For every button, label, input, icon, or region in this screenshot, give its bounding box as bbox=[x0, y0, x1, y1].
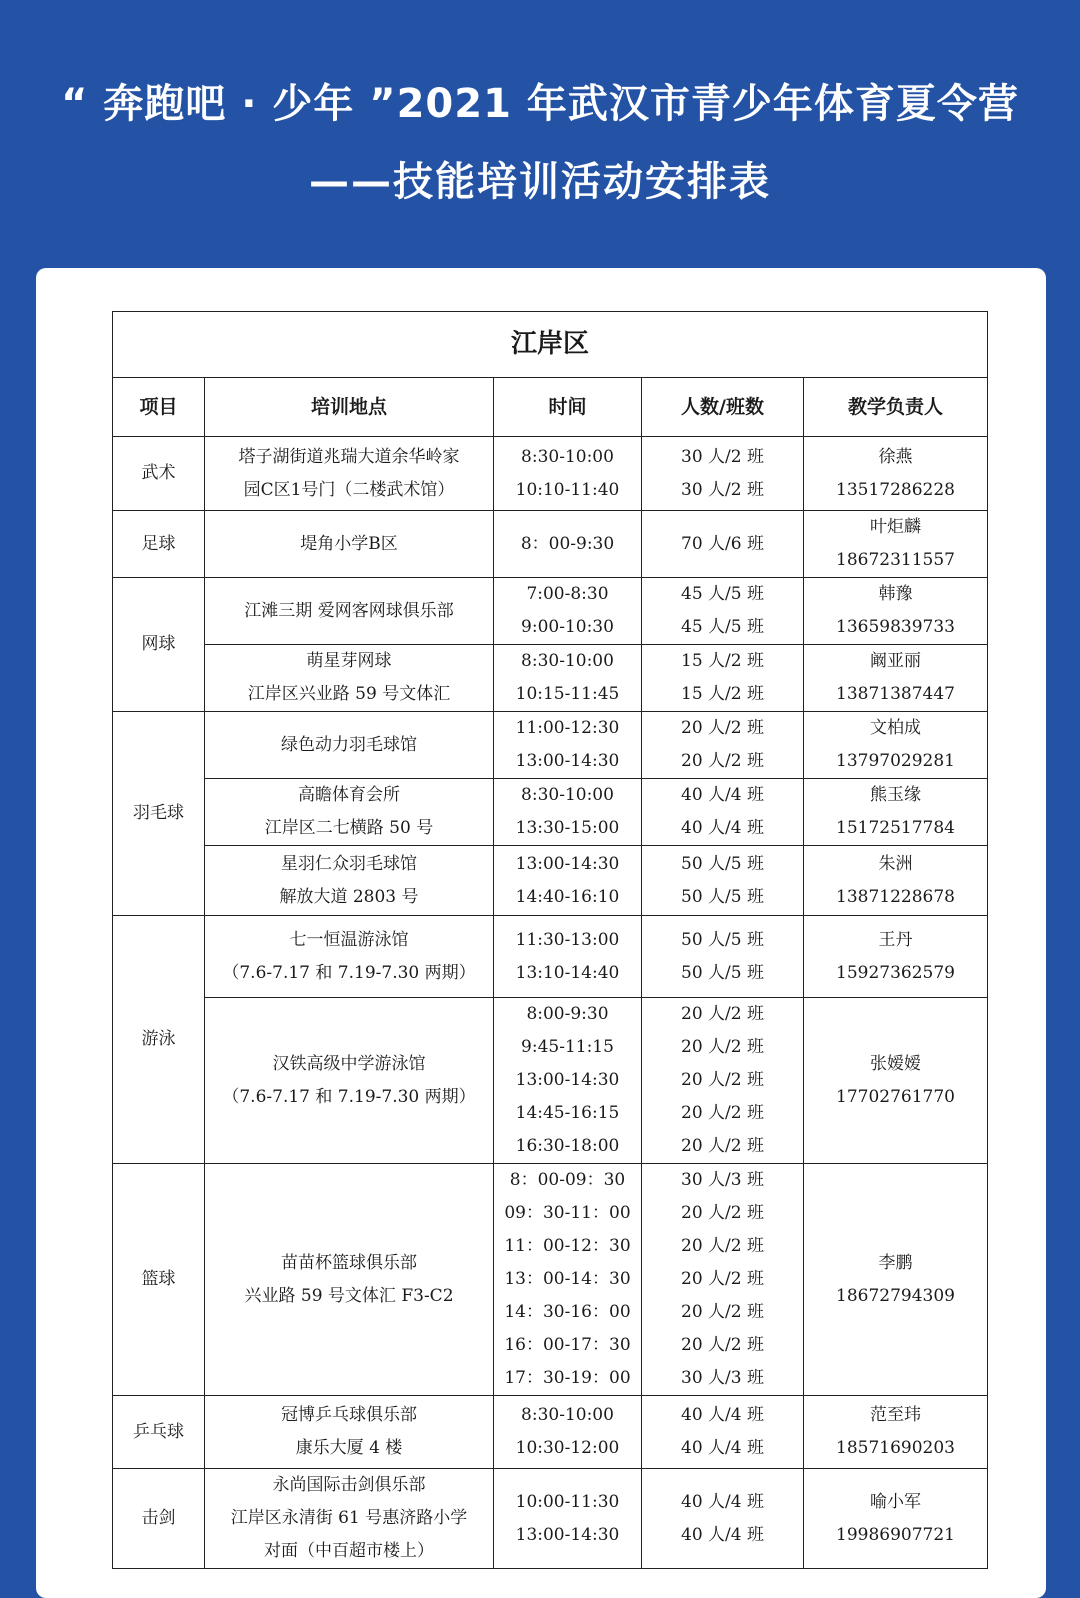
location-cell-line: 汉铁高级中学游泳馆 bbox=[272, 1053, 426, 1074]
count-cell-line: 20 人/2 班 bbox=[681, 1103, 764, 1123]
contact-cell bbox=[804, 645, 988, 712]
time-cell-line: 7:00-8:30 bbox=[526, 584, 609, 604]
location-cell-line: 堤角小学B区 bbox=[300, 533, 398, 554]
column-header: 时间 bbox=[494, 378, 642, 437]
location-cell bbox=[205, 578, 494, 645]
time-cell-line: 8:30-10:00 bbox=[521, 785, 614, 805]
time-cell-line: 9:45-11:15 bbox=[521, 1037, 614, 1057]
count-cell-line: 50 人/5 班 bbox=[681, 853, 764, 874]
column-header-row bbox=[113, 378, 988, 437]
location-cell-line: 冠博乒乓球俱乐部 bbox=[281, 1405, 417, 1425]
location-cell-line: 解放大道 2803 号 bbox=[279, 886, 419, 907]
table-body bbox=[113, 437, 988, 1569]
district-heading: 江岸区 bbox=[113, 312, 988, 378]
contact-phone: 15172517784 bbox=[836, 818, 955, 838]
contact-name: 喻小军 bbox=[870, 1491, 922, 1512]
sport-cell: 羽毛球 bbox=[113, 712, 205, 916]
count-cell-line: 70 人/6 班 bbox=[681, 533, 764, 554]
count-cell-line: 15 人/2 班 bbox=[681, 684, 764, 704]
count-cell bbox=[642, 1164, 804, 1396]
count-cell bbox=[642, 511, 804, 578]
time-cell-line: 13:10-14:40 bbox=[515, 962, 620, 983]
contact-name: 朱洲 bbox=[878, 853, 913, 874]
location-cell-line: 高瞻体育会所 bbox=[298, 785, 400, 805]
count-cell-line: 40 人/4 班 bbox=[681, 1524, 764, 1545]
time-cell bbox=[494, 1396, 642, 1469]
time-cell bbox=[494, 578, 642, 645]
time-cell-line: 10:30-12:00 bbox=[515, 1438, 620, 1458]
time-cell-line: 8:00-9:30 bbox=[526, 1004, 609, 1024]
count-cell-line: 45 人/5 班 bbox=[681, 584, 764, 604]
time-cell-line: 13：00-14：30 bbox=[504, 1269, 631, 1289]
location-cell-line: （7.6-7.17 和 7.19-7.30 两期） bbox=[222, 1086, 476, 1107]
count-cell-line: 30 人/2 班 bbox=[681, 479, 764, 500]
count-cell-line: 50 人/5 班 bbox=[681, 962, 764, 983]
count-cell-line: 50 人/5 班 bbox=[681, 929, 764, 950]
contact-name: 文柏成 bbox=[870, 718, 922, 738]
table-row bbox=[113, 1469, 988, 1569]
time-cell-line: 14：30-16：00 bbox=[504, 1302, 631, 1322]
location-cell-line: 江岸区兴业路 59 号文体汇 bbox=[247, 684, 451, 704]
sport-cell: 乒乓球 bbox=[113, 1396, 205, 1469]
table-row bbox=[113, 1164, 988, 1396]
location-cell bbox=[205, 511, 494, 578]
contact-phone: 13517286228 bbox=[836, 479, 955, 500]
time-cell-line: 16：00-17：30 bbox=[504, 1335, 631, 1355]
contact-phone: 15927362579 bbox=[836, 962, 955, 983]
header-banner bbox=[0, 0, 1080, 270]
location-cell-line: 康乐大厦 4 楼 bbox=[295, 1438, 403, 1458]
time-cell-line: 8：00-09：30 bbox=[509, 1170, 626, 1190]
location-cell-line: 园C区1号门（二楼武术馆） bbox=[243, 479, 455, 500]
table-row bbox=[113, 511, 988, 578]
table-row bbox=[113, 846, 988, 916]
time-cell-line: 9:00-10:30 bbox=[521, 617, 614, 637]
count-cell bbox=[642, 779, 804, 846]
count-cell bbox=[642, 846, 804, 916]
count-cell bbox=[642, 645, 804, 712]
column-header: 教学负责人 bbox=[804, 378, 988, 437]
location-cell-line: 七一恒温游泳馆 bbox=[289, 929, 409, 950]
time-cell-line: 14:45-16:15 bbox=[515, 1103, 620, 1123]
sport-cell: 网球 bbox=[113, 578, 205, 712]
time-cell bbox=[494, 998, 642, 1164]
contact-name: 王丹 bbox=[878, 929, 913, 950]
location-cell-line: 对面（中百超市楼上） bbox=[264, 1541, 434, 1561]
count-cell bbox=[642, 1396, 804, 1469]
page-subtitle: ——技能培训活动安排表 bbox=[309, 159, 771, 205]
time-cell-line: 8:30-10:00 bbox=[521, 651, 614, 671]
contact-cell bbox=[804, 846, 988, 916]
table-row bbox=[113, 712, 988, 779]
contact-phone: 18672311557 bbox=[836, 550, 955, 570]
time-cell bbox=[494, 846, 642, 916]
time-cell bbox=[494, 916, 642, 998]
location-cell bbox=[205, 1396, 494, 1469]
location-cell bbox=[205, 437, 494, 511]
time-cell-line: 17：30-19：00 bbox=[504, 1368, 631, 1388]
count-cell-line: 20 人/2 班 bbox=[681, 1037, 764, 1057]
count-cell-line: 20 人/2 班 bbox=[681, 751, 764, 771]
time-cell bbox=[494, 437, 642, 511]
location-cell-line: 江滩三期 爱网客网球俱乐部 bbox=[244, 600, 454, 621]
count-cell-line: 20 人/2 班 bbox=[681, 1302, 764, 1322]
contact-name: 徐燕 bbox=[878, 446, 913, 467]
location-cell-line: （7.6-7.17 和 7.19-7.30 两期） bbox=[222, 962, 476, 983]
count-cell bbox=[642, 916, 804, 998]
sport-cell: 击剑 bbox=[113, 1469, 205, 1569]
count-cell-line: 20 人/2 班 bbox=[681, 1004, 764, 1024]
count-cell bbox=[642, 1469, 804, 1569]
time-cell bbox=[494, 712, 642, 779]
time-cell bbox=[494, 645, 642, 712]
contact-phone: 13871387447 bbox=[836, 684, 955, 704]
contact-cell bbox=[804, 998, 988, 1164]
time-cell bbox=[494, 779, 642, 846]
count-cell bbox=[642, 712, 804, 779]
count-cell-line: 20 人/2 班 bbox=[681, 1236, 764, 1256]
table-row bbox=[113, 437, 988, 511]
contact-name: 阚亚丽 bbox=[870, 651, 922, 671]
location-cell-line: 塔子湖街道兆瑞大道余华岭家 bbox=[238, 446, 460, 467]
table-row bbox=[113, 578, 988, 645]
sport-cell: 足球 bbox=[113, 511, 205, 578]
contact-name: 李鹏 bbox=[878, 1252, 913, 1273]
sport-cell: 篮球 bbox=[113, 1164, 205, 1396]
time-cell-line: 13:00-14:30 bbox=[515, 1070, 620, 1090]
time-cell bbox=[494, 1469, 642, 1569]
time-cell bbox=[494, 1164, 642, 1396]
count-cell-line: 30 人/2 班 bbox=[681, 446, 764, 467]
contact-phone: 17702761770 bbox=[836, 1086, 955, 1107]
table-row bbox=[113, 779, 988, 846]
table-row bbox=[113, 1396, 988, 1469]
time-cell-line: 10:10-11:40 bbox=[515, 479, 620, 500]
contact-name: 熊玉缘 bbox=[870, 785, 922, 805]
table-row bbox=[113, 916, 988, 998]
contact-cell bbox=[804, 1396, 988, 1469]
contact-name: 叶炬麟 bbox=[870, 517, 922, 537]
count-cell-line: 15 人/2 班 bbox=[681, 651, 764, 671]
time-cell-line: 11:30-13:00 bbox=[515, 929, 620, 950]
contact-cell bbox=[804, 1164, 988, 1396]
location-cell-line: 苗苗杯篮球俱乐部 bbox=[281, 1252, 417, 1273]
time-cell-line: 13:00-14:30 bbox=[515, 853, 620, 874]
count-cell-line: 40 人/4 班 bbox=[681, 1491, 764, 1512]
contact-cell bbox=[804, 511, 988, 578]
contact-cell bbox=[804, 578, 988, 645]
count-cell-line: 20 人/2 班 bbox=[681, 1335, 764, 1355]
location-cell-line: 绿色动力羽毛球馆 bbox=[281, 734, 417, 755]
contact-name: 范至玮 bbox=[870, 1405, 922, 1425]
contact-cell bbox=[804, 712, 988, 779]
time-cell-line: 13:00-14:30 bbox=[515, 751, 620, 771]
location-cell-line: 兴业路 59 号文体汇 F3-C2 bbox=[244, 1285, 454, 1306]
location-cell bbox=[205, 1164, 494, 1396]
time-cell-line: 16:30-18:00 bbox=[515, 1136, 620, 1156]
contact-phone: 19986907721 bbox=[836, 1524, 955, 1545]
time-cell-line: 10:00-11:30 bbox=[515, 1491, 620, 1512]
location-cell-line: 江岸区二七横路 50 号 bbox=[264, 818, 434, 838]
contact-phone: 13659839733 bbox=[836, 617, 955, 637]
contact-phone: 13871228678 bbox=[836, 886, 955, 907]
count-cell-line: 20 人/2 班 bbox=[681, 1070, 764, 1090]
location-cell bbox=[205, 645, 494, 712]
location-cell bbox=[205, 779, 494, 846]
location-cell-line: 江岸区永清街 61 号惠济路小学 bbox=[230, 1508, 468, 1528]
contact-cell bbox=[804, 779, 988, 846]
contact-phone: 13797029281 bbox=[836, 751, 955, 771]
contact-phone: 18571690203 bbox=[836, 1438, 955, 1458]
time-cell-line: 14:40-16:10 bbox=[515, 886, 620, 907]
table-row bbox=[113, 645, 988, 712]
count-cell-line: 50 人/5 班 bbox=[681, 886, 764, 907]
count-cell bbox=[642, 578, 804, 645]
count-cell-line: 40 人/4 班 bbox=[681, 1438, 764, 1458]
location-cell bbox=[205, 916, 494, 998]
time-cell bbox=[494, 511, 642, 578]
contact-cell bbox=[804, 1469, 988, 1569]
count-cell-line: 30 人/3 班 bbox=[681, 1170, 764, 1190]
time-cell-line: 13:00-14:30 bbox=[515, 1524, 620, 1545]
time-cell-line: 11:00-12:30 bbox=[515, 718, 620, 738]
time-cell-line: 11：00-12：30 bbox=[504, 1236, 631, 1256]
column-header: 项目 bbox=[113, 378, 205, 437]
column-header: 培训地点 bbox=[205, 378, 494, 437]
count-cell-line: 20 人/2 班 bbox=[681, 1203, 764, 1223]
count-cell-line: 20 人/2 班 bbox=[681, 718, 764, 738]
time-cell-line: 8：00-9:30 bbox=[520, 533, 615, 554]
location-cell bbox=[205, 998, 494, 1164]
sport-cell: 武术 bbox=[113, 437, 205, 511]
schedule-table bbox=[112, 311, 988, 1569]
page-title: “ 奔跑吧 · 少年 ”2021 年武汉市青少年体育夏令营 bbox=[61, 81, 1019, 127]
sport-cell: 游泳 bbox=[113, 916, 205, 1164]
count-cell-line: 20 人/2 班 bbox=[681, 1269, 764, 1289]
contact-phone: 18672794309 bbox=[836, 1285, 955, 1306]
count-cell bbox=[642, 998, 804, 1164]
time-cell-line: 09：30-11：00 bbox=[504, 1203, 631, 1223]
location-cell bbox=[205, 1469, 494, 1569]
location-cell-line: 永尚国际击剑俱乐部 bbox=[272, 1475, 426, 1495]
count-cell bbox=[642, 437, 804, 511]
location-cell-line: 星羽仁众羽毛球馆 bbox=[281, 853, 417, 874]
location-cell bbox=[205, 712, 494, 779]
table-row bbox=[113, 998, 988, 1164]
contact-cell bbox=[804, 916, 988, 998]
contact-name: 韩豫 bbox=[878, 584, 913, 604]
count-cell-line: 30 人/3 班 bbox=[681, 1368, 764, 1388]
count-cell-line: 40 人/4 班 bbox=[681, 1405, 764, 1425]
contact-name: 张嫒嫒 bbox=[870, 1053, 922, 1074]
count-cell-line: 40 人/4 班 bbox=[681, 785, 764, 805]
count-cell-line: 20 人/2 班 bbox=[681, 1136, 764, 1156]
time-cell-line: 10:15-11:45 bbox=[515, 684, 620, 704]
contact-cell bbox=[804, 437, 988, 511]
count-cell-line: 40 人/4 班 bbox=[681, 818, 764, 838]
time-cell-line: 8:30-10:00 bbox=[521, 446, 614, 467]
column-header: 人数/班数 bbox=[642, 378, 804, 437]
time-cell-line: 13:30-15:00 bbox=[515, 818, 620, 838]
location-cell-line: 萌星芽网球 bbox=[306, 651, 392, 671]
location-cell bbox=[205, 846, 494, 916]
time-cell-line: 8:30-10:00 bbox=[521, 1405, 614, 1425]
count-cell-line: 45 人/5 班 bbox=[681, 617, 764, 637]
